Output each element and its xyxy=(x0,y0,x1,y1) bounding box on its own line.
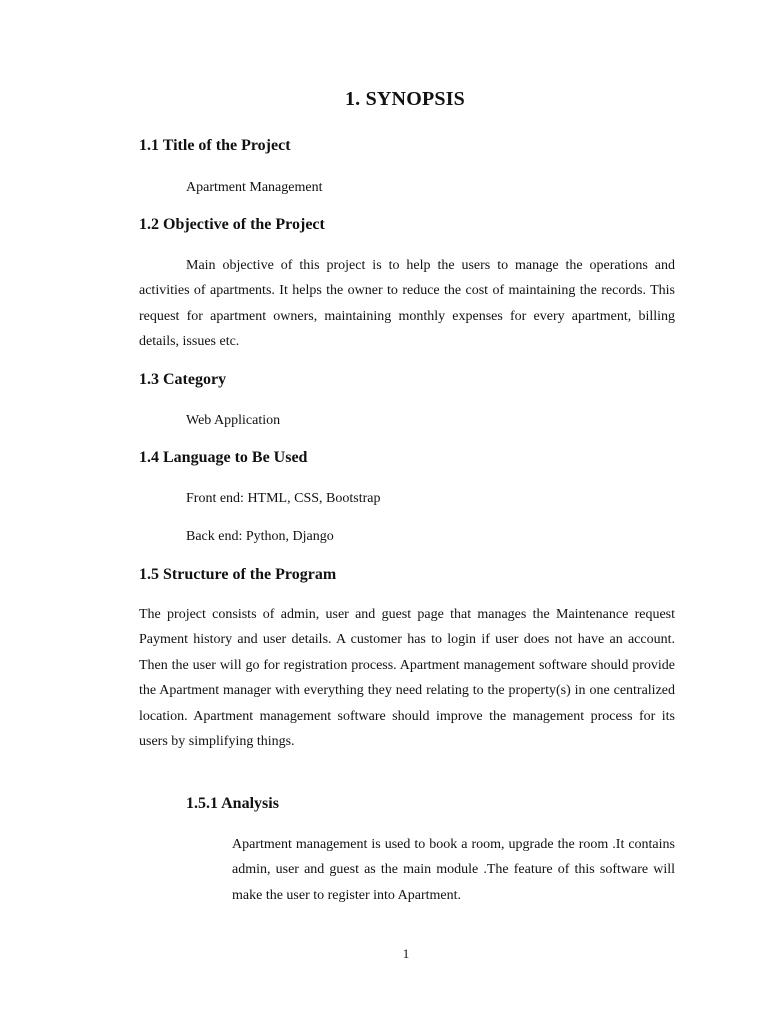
section-heading-structure: 1.5 Structure of the Program xyxy=(139,566,337,583)
structure-paragraph: The project consists of admin, user and guest page that manages the Maintenance request Payment history and user details. A customer has to login if user does not have an account. Then the user will go for registration process. Apartment management software should provide the Apartment manager with everything they need relating to the property(s) in one centralized location. Apartment management software should improve the management process for its users by simplifying things. xyxy=(139,607,675,750)
section-heading-title-of-project: 1.1 Title of the Project xyxy=(139,137,291,154)
page-title: 1. SYNOPSIS xyxy=(344,88,465,110)
section-heading-objective: 1.2 Objective of the Project xyxy=(139,216,325,233)
analysis-paragraph: Apartment management is used to book a room, upgrade the room .It contains admin, user and guest as the main module .The feature of this software will make the user to register into Apartment. xyxy=(232,837,675,903)
page-number: 1 xyxy=(402,946,410,961)
section-heading-category: 1.3 Category xyxy=(139,371,227,388)
section-heading-analysis: 1.5.1 Analysis xyxy=(186,795,279,812)
category-text: Web Application xyxy=(186,413,281,428)
objective-paragraph: Main objective of this project is to help the users to manage the operations and activities of apartments. It helps the owner to reduce the cost of maintaining the records. This request for apartment owners, maintaining monthly expenses for every apartment, billing details, issues etc. xyxy=(139,258,675,350)
back-end-text: Back end: Python, Django xyxy=(186,529,334,544)
section-heading-language: 1.4 Language to Be Used xyxy=(139,449,308,466)
project-title-text: Apartment Management xyxy=(186,180,323,195)
front-end-text: Front end: HTML, CSS, Bootstrap xyxy=(186,491,381,506)
